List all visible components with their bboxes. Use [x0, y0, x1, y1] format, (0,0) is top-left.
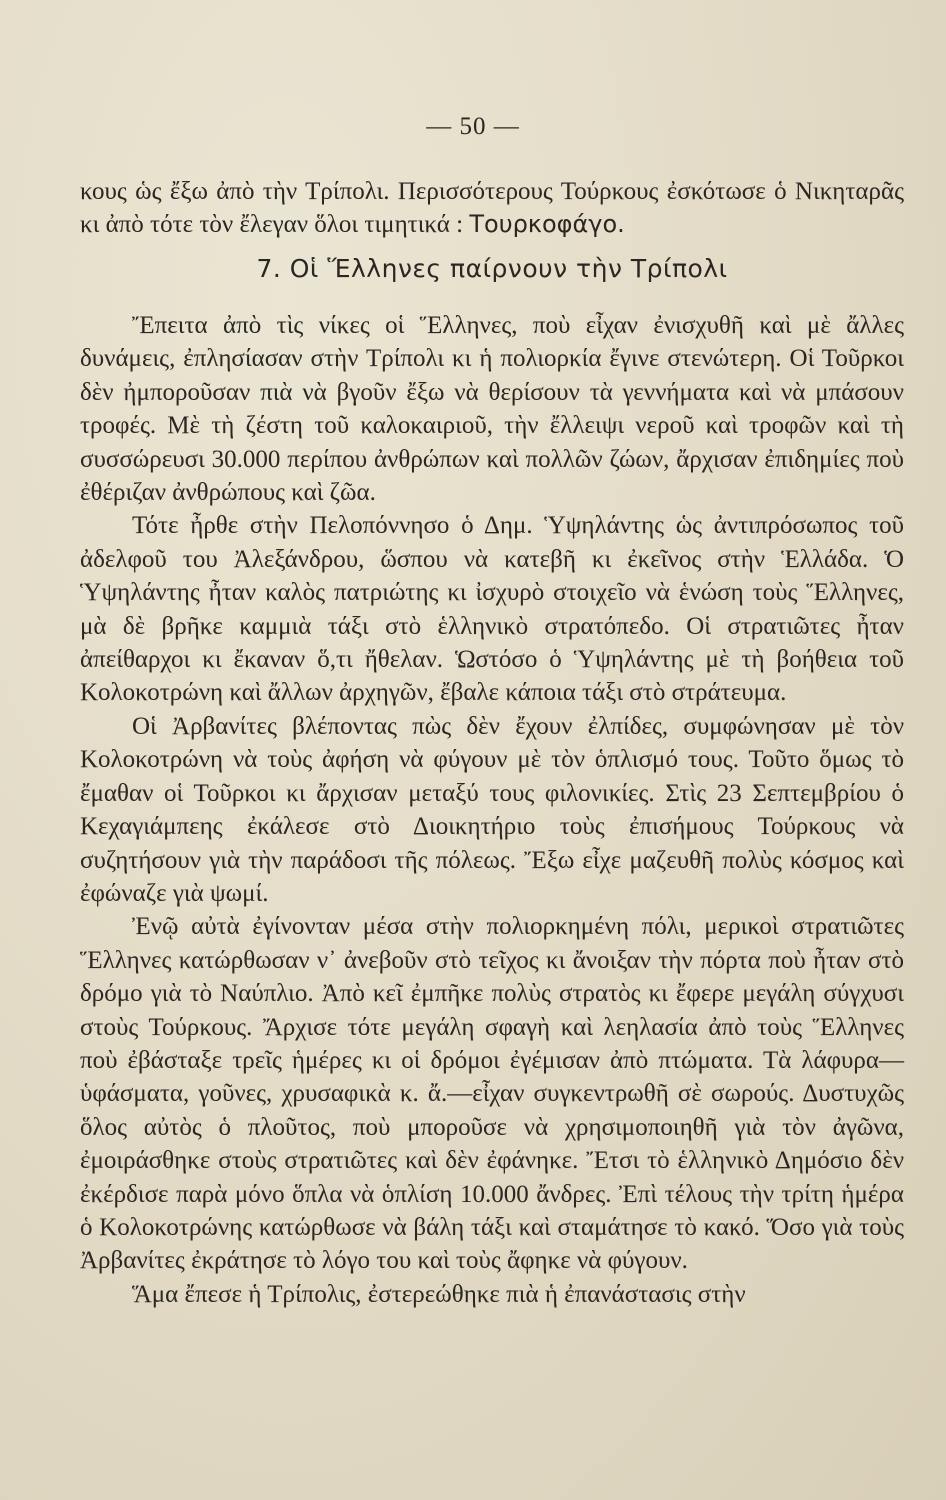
paragraph-albanians: Οἱ Ἀρβανίτες βλέποντας πὼς δὲν ἔχουν ἐλπίδες, συμφώνησαν μὲ τὸν Κολοκοτρώνη νὰ τοὺς ἀφήση νὰ φύγουν μὲ τὸν ὁπλισμό τους. Τοῦτο ὅμως τὸ ἔμαθαν οἱ Τοῦρκοι κι ἄρχισαν μεταξύ τους φιλονικίες. Στὶς 23 Σεπτεμβρίου ὁ Κεχαγιάμπεης ἐκάλεσε στὸ Διοικητήριο τοὺς ἐπισήμους Τούρκους νὰ συζητήσουν γιὰ τὴν παράδοσι τῆς πόλεως. Ἔξω εἶχε μαζευθῆ πολὺς κόσμος καὶ ἐφώναζε γιὰ ψωμί.: [80, 712, 904, 907]
paragraph-capture: Ἐνῷ αὐτὰ ἐγίνονταν μέσα στὴν πολιορκημένη πόλι, μερικοὶ στρατιῶτες Ἕλληνες κατώρθωσαν ν᾽ ἀνεβοῦν στὸ τεῖχος κι ἄνοιξαν τὴν πόρτα ποὺ ἦταν στὸ δρόμο γιὰ τὸ Ναύπλιο. Ἀπὸ κεῖ ἐμπῆκε πολὺς στρατὸς κι ἔφερε μεγάλη σύγχυσι στοὺς Τούρκους. Ἄρχισε τότε μεγάλη σφαγὴ καὶ λεηλασία ἀπὸ τοὺς Ἕλληνες ποὺ ἐβάσταξε τρεῖς ἡμέρες κι οἱ δρόμοι ἐγέμισαν ἀπὸ πτώματα. Τὰ λάφυρα—ὑφάσματα, γοῦνες, χρυσαφικὰ κ. ἄ.—εἶχαν συγκεντρωθῆ σὲ σωρούς. Δυστυχῶς ὅλος αὐτὸς ὁ πλοῦτος, ποὺ μποροῦσε νὰ χρησιμοποιηθῆ γιὰ τὸν ἀγῶνα, ἐμοιράσθηκε στοὺς στρατιῶτες καὶ δὲν ἐφάνηκε. Ἔτσι τὸ ἑλληνικὸ Δημόσιο δὲν ἐκέρδισε παρὰ μόνο ὅπλα νὰ ὁπλίση 10.000 ἄνδρες. Ἐπὶ τέλους τὴν τρίτη ἡμέρα ὁ Κολοκοτρώνης κατώρθωσε νὰ βάλη τάξι καὶ σταμάτησε τὸ κακό. Ὅσο γιὰ τοὺς Ἀρβανίτες ἐκράτησε τὸ λόγο του καὶ τοὺς ἄφηκε νὰ φύγουν.: [80, 913, 904, 1275]
paragraph-ypsilantis: Τότε ἦρθε στὴν Πελοπόννησο ὁ Δημ. Ὑψηλάντης ὡς ἀντιπρόσωπος τοῦ ἀδελφοῦ του Ἀλεξάνδρου, ὥσπου νὰ κατεβῆ κι ἐκεῖνος στὴν Ἑλλάδα. Ὁ Ὑψηλάντης ἦταν καλὸς πατριώτης κι ἰσχυρὸ στοιχεῖο νὰ ἑνώση τοὺς Ἕλληνες, μὰ δὲ βρῆκε καμμιὰ τάξι στὸ ἑλληνικὸ στρατόπεδο. Οἱ στρατιῶτες ἦταν ἀπείθαρχοι κι ἔκαναν ὅ,τι ἤθελαν. Ὡστόσο ὁ Ὑψηλάντης μὲ τὴ βοήθεια τοῦ Κολοκοτρώνη καὶ ἄλλων ἀρχηγῶν, ἔβαλε κάποια τάξι στὸ στράτευμα.: [80, 512, 904, 707]
paragraph-fall: Ἅμα ἔπεσε ἡ Τρίπολις, ἐστερεώθηκε πιὰ ἡ ἐπανάστασις στὴν: [132, 1280, 746, 1308]
page-number: — 50 —: [426, 113, 520, 140]
intro-paragraph: [80, 175, 904, 242]
section-heading: 7. Οἱ Ἕλληνες παίρνουν τὴν Τρίπολι: [256, 254, 728, 283]
paragraph-siege: Ἔπειτα ἀπὸ τὶς νίκες οἱ Ἕλληνες, ποὺ εἶχαν ἐνισχυθῆ καὶ μὲ ἄλλες δυνάμεις, ἐπλησίασαν στὴν Τρίπολι κι ἡ πολιορκία ἔγινε στενώτερη. Οἱ Τοῦρκοι δὲν ἠμποροῦσαν πιὰ νὰ βγοῦν ἔξω νὰ θερίσουν τὰ γεννήματα καὶ νὰ μπάσουν τροφές. Μὲ τὴ ζέστη τοῦ καλοκαιριοῦ, τὴν ἔλλειψι νεροῦ καὶ τροφῶν καὶ τὴ συσσώρευσι 30.000 περίπου ἀνθρώπων καὶ πολλῶν ζώων, ἄρχισαν ἐπιδημίες ποὺ ἐθέριζαν ἀνθρώπους καὶ ζῶα.: [80, 312, 904, 507]
intro-text: κους ὡς ἔξω ἀπὸ τὴν Τρίπολι. Περισσότερους Τούρκους ἐσκότωσε ὁ Νικηταρᾶς κι ἀπὸ τότε τὸν ἔλεγαν ὅλοι τιμητικά :: [80, 178, 904, 239]
intro-text-line: [80, 175, 904, 242]
body-text: [80, 309, 904, 1311]
nickname-term: Τουρκοφάγο.: [469, 210, 625, 239]
